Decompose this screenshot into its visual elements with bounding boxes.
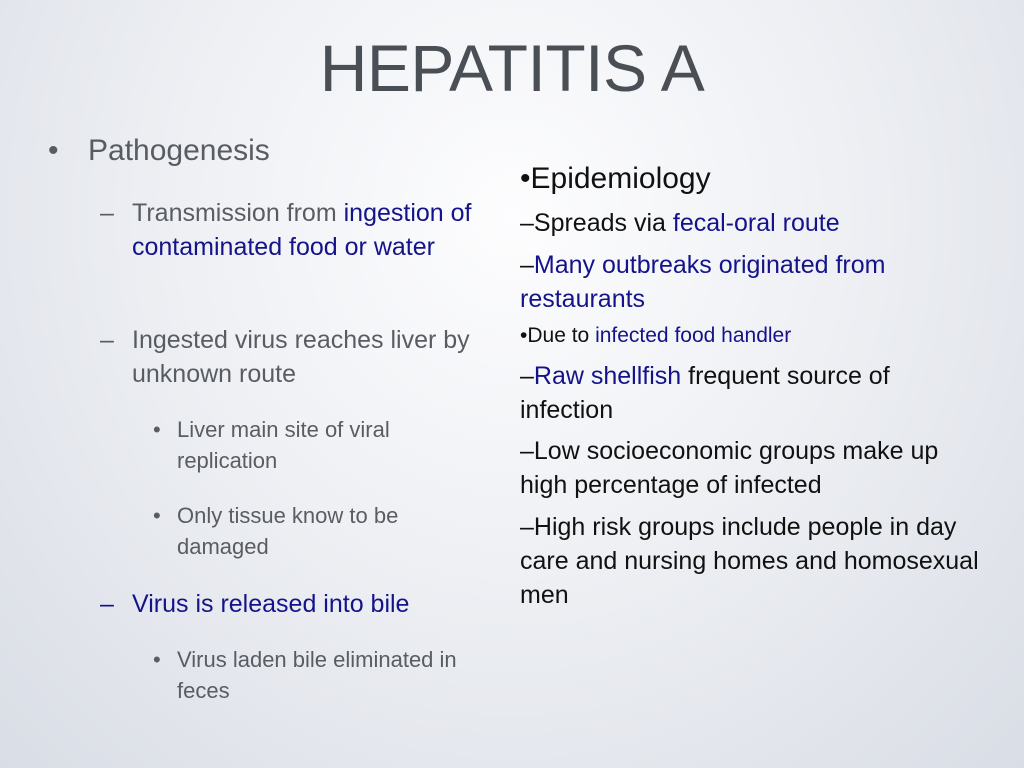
bullet-marker: •: [153, 503, 161, 528]
high-risk-item: –High risk groups include people in day care and nursing homes and homosexual men: [520, 513, 979, 609]
outbreaks-item: [520, 248, 950, 316]
liver-site-item: Liver main site of viral replication: [177, 417, 390, 473]
shellfish-link: Raw shellfish: [533, 362, 682, 390]
bullet-marker: •: [48, 134, 59, 167]
shellfish-dash: –: [520, 362, 534, 390]
bullet-marker: •: [153, 417, 161, 442]
due-to-item: [520, 322, 1000, 350]
due-link: infected food handler: [595, 324, 792, 347]
shellfish-item: [520, 359, 960, 427]
spreads-prefix: –Spreads via: [520, 209, 673, 237]
dash-marker: –: [100, 590, 114, 618]
pathogenesis-heading: Pathogenesis: [88, 134, 270, 167]
spreads-item: [520, 206, 1000, 240]
dash-marker: –: [100, 326, 114, 354]
transmission-item: [132, 196, 477, 264]
spreads-link: fecal-oral route: [672, 209, 840, 237]
shellfish-rest: frequent source of infection: [520, 362, 890, 424]
bullet-marker: •: [153, 647, 161, 672]
ingested-item: Ingested virus reaches liver by unknown route: [132, 326, 470, 388]
due-prefix: •Due to: [520, 324, 596, 347]
slide-title: HEPATITIS A: [319, 31, 705, 105]
epidemiology-heading: •Epidemiology: [520, 162, 711, 195]
only-tissue-item: Only tissue know to be damaged: [177, 503, 399, 559]
dash-marker: –: [100, 199, 114, 227]
bile-feces-item: Virus laden bile eliminated in feces: [177, 647, 457, 703]
outbreaks-text: Many outbreaks originated from restaurants: [520, 251, 886, 313]
transmission-link: ingestion of contaminated food or water: [132, 199, 472, 261]
outbreaks-dash: –: [520, 251, 534, 279]
low-socio-item: –Low socioeconomic groups make up high percentage of infected: [520, 437, 939, 499]
transmission-prefix: Transmission from: [132, 199, 337, 227]
bile-item: Virus is released into bile: [132, 590, 410, 618]
